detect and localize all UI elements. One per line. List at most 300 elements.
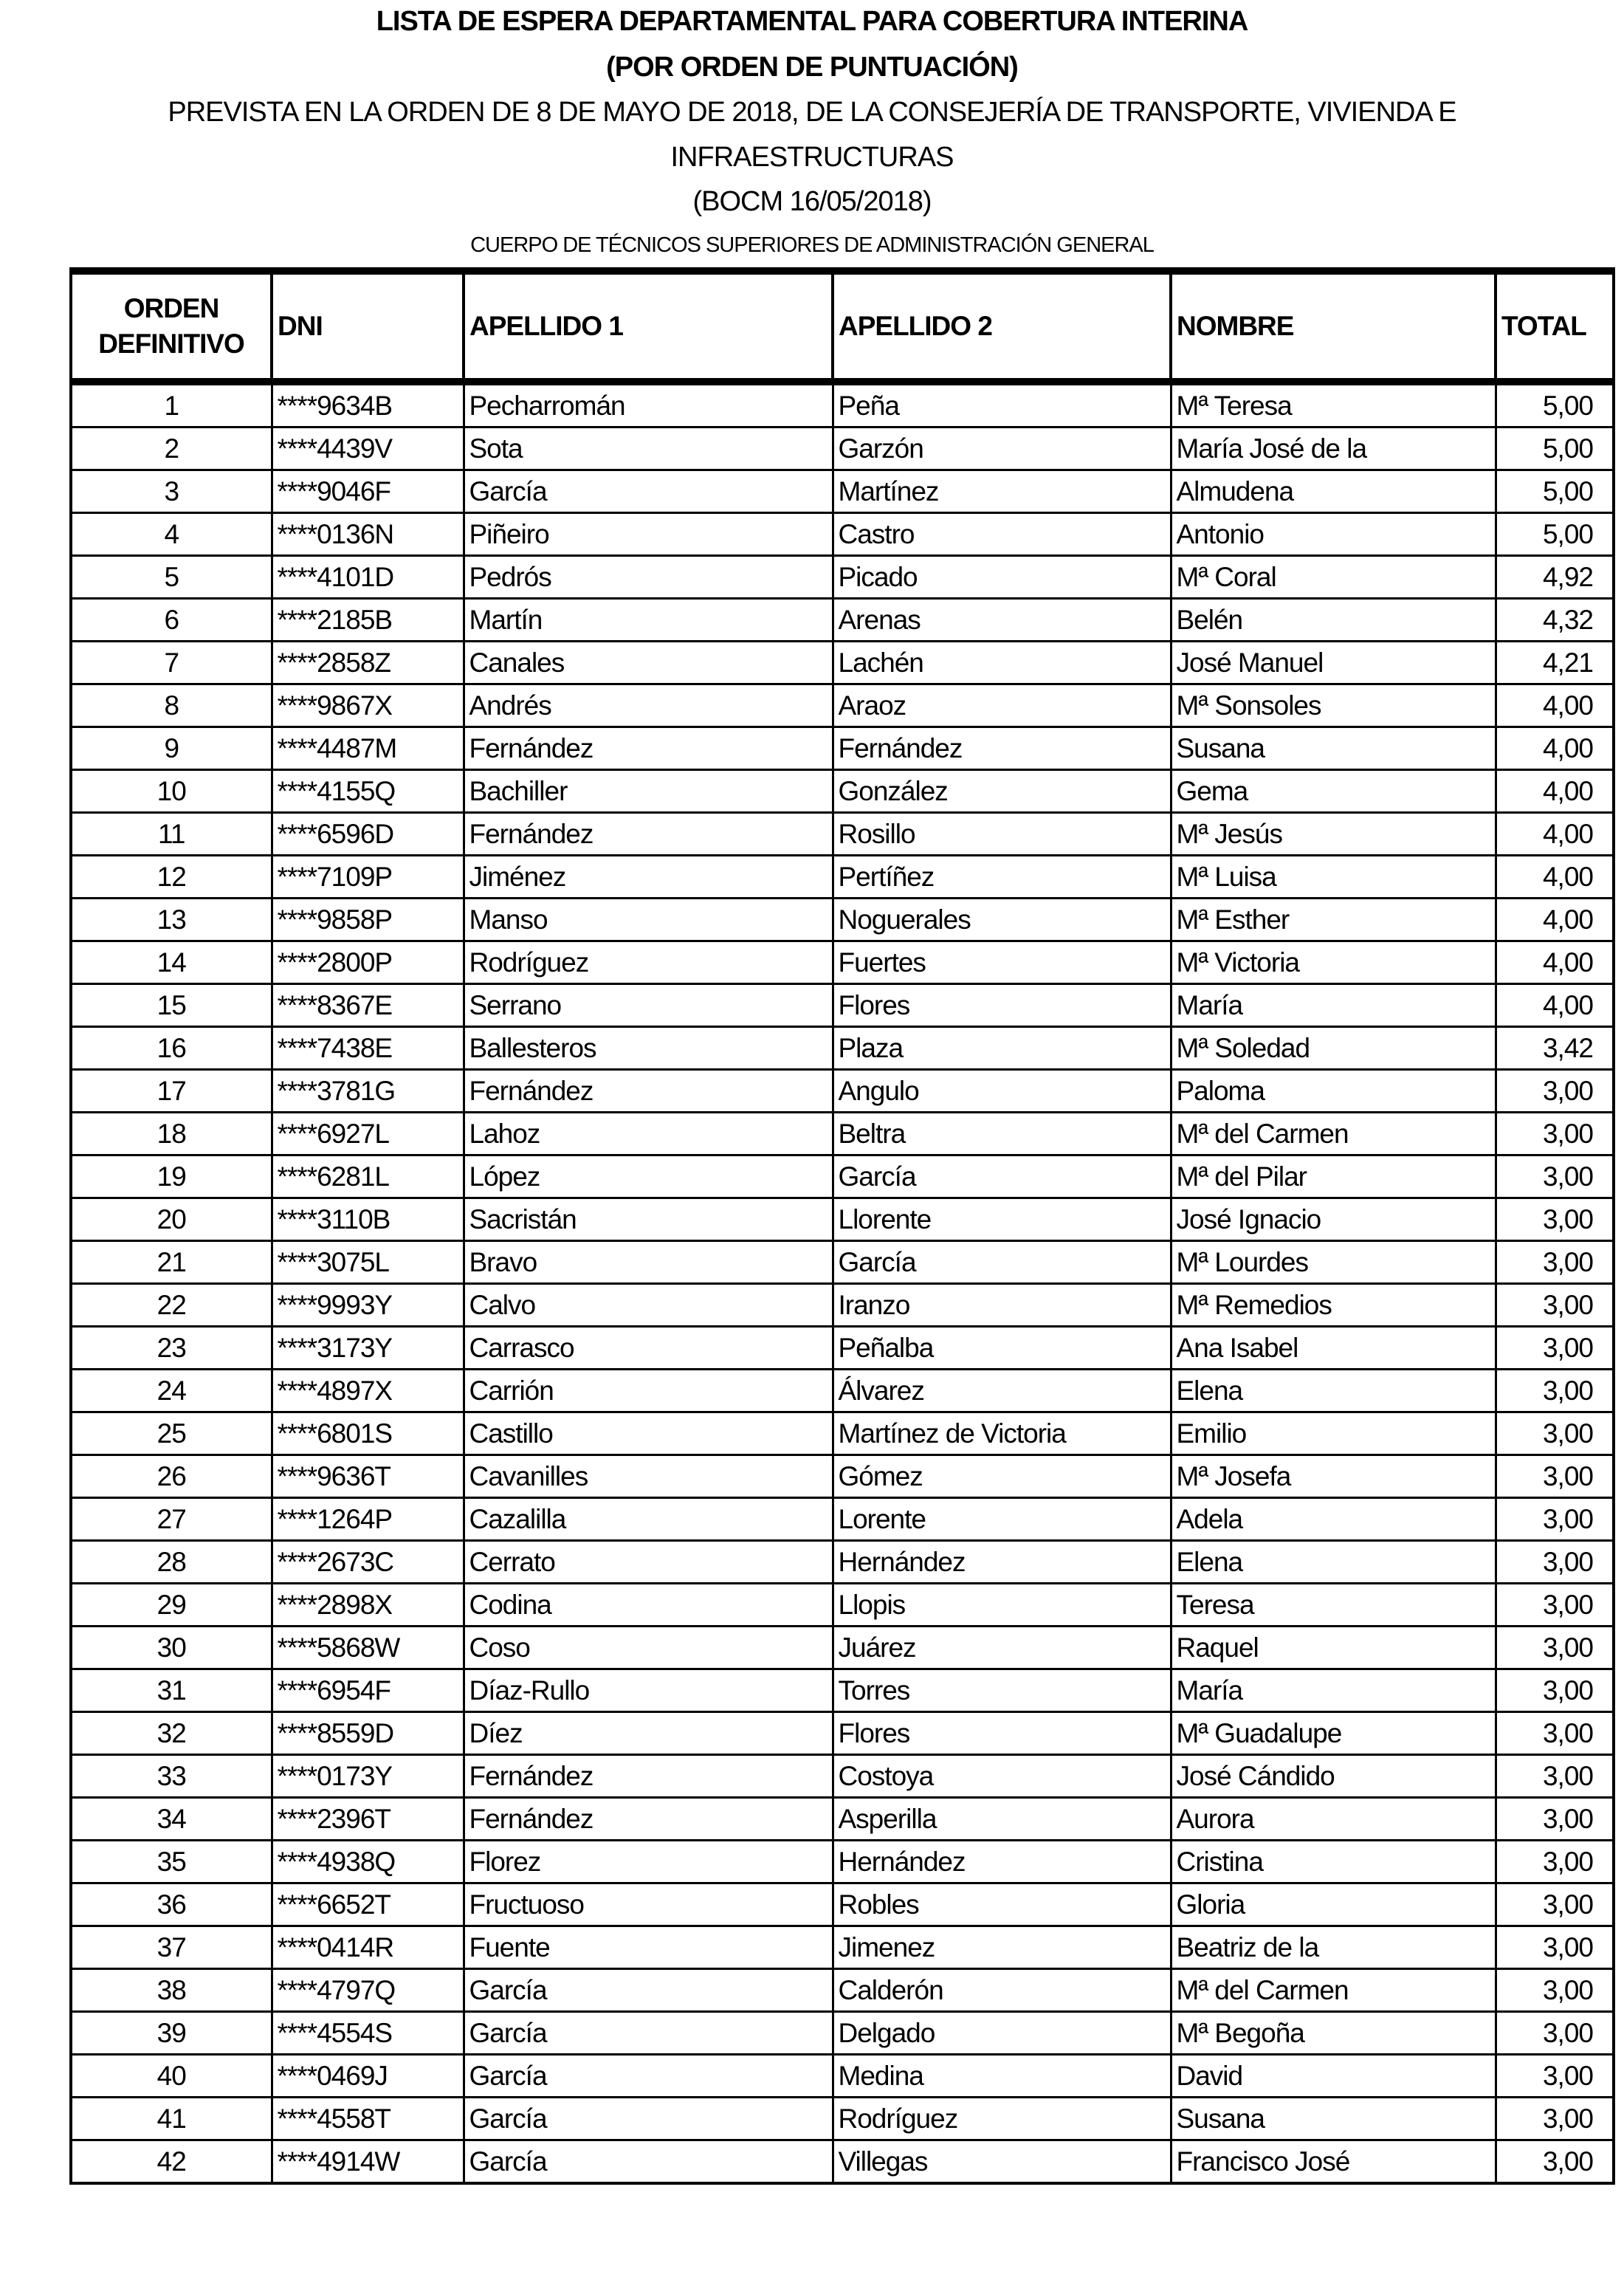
cell-orden: 17 [71, 1070, 272, 1113]
cell-nombre: Mª Coral [1171, 556, 1496, 599]
cell-orden: 39 [71, 2012, 272, 2055]
table-row [71, 1455, 1614, 1498]
cell-orden: 13 [71, 899, 272, 941]
document-subtitle: (POR ORDEN DE PUNTUACIÓN) [606, 52, 1018, 83]
cell-dni: ****2858Z [272, 642, 464, 684]
cell-dni: ****9046F [272, 470, 464, 513]
cell-total: 3,00 [1496, 2012, 1614, 2055]
table-row [71, 727, 1614, 770]
cell-total: 3,00 [1496, 1584, 1614, 1627]
cell-dni: ****3173Y [272, 1327, 464, 1370]
cell-total: 3,00 [1496, 1455, 1614, 1498]
cell-total: 3,00 [1496, 1327, 1614, 1370]
cell-orden: 37 [71, 1926, 272, 1969]
cell-apellido1: Bravo [464, 1241, 833, 1284]
cell-apellido1: Ballesteros [464, 1027, 833, 1070]
cell-nombre: Adela [1171, 1498, 1496, 1541]
cell-dni: ****4155Q [272, 770, 464, 813]
cell-orden: 5 [71, 556, 272, 599]
cell-dni: ****7109P [272, 856, 464, 899]
cell-orden: 7 [71, 642, 272, 684]
cell-apellido1: Cavanilles [464, 1455, 833, 1498]
cell-dni: ****9993Y [272, 1284, 464, 1327]
cell-total: 3,00 [1496, 1669, 1614, 1712]
cell-nombre: Susana [1171, 727, 1496, 770]
cell-total: 3,00 [1496, 1498, 1614, 1541]
cell-nombre: Mª Guadalupe [1171, 1712, 1496, 1755]
cell-dni: ****2185B [272, 599, 464, 642]
cell-dni: ****3781G [272, 1070, 464, 1113]
cell-apellido2: Fuertes [833, 941, 1171, 984]
table-row [71, 470, 1614, 513]
cell-apellido1: Sota [464, 427, 833, 470]
cell-orden: 25 [71, 1412, 272, 1455]
cell-apellido2: Picado [833, 556, 1171, 599]
cell-dni: ****4914W [272, 2140, 464, 2184]
cell-apellido2: Gómez [833, 1455, 1171, 1498]
table-row [71, 1113, 1614, 1155]
cell-apellido1: García [464, 1969, 833, 2012]
cell-apellido2: Llopis [833, 1584, 1171, 1627]
cell-dni: ****2673C [272, 1541, 464, 1584]
cell-apellido2: Delgado [833, 2012, 1171, 2055]
cell-nombre: Mª Jesús [1171, 813, 1496, 856]
cell-dni: ****0469J [272, 2055, 464, 2098]
cell-apellido2: Beltra [833, 1113, 1171, 1155]
table-row [71, 684, 1614, 727]
cell-nombre: Ana Isabel [1171, 1327, 1496, 1370]
cell-total: 3,00 [1496, 1926, 1614, 1969]
cell-apellido2: Pertíñez [833, 856, 1171, 899]
waiting-list-table [69, 267, 1615, 2185]
cell-nombre: Antonio [1171, 513, 1496, 556]
cell-nombre: José Ignacio [1171, 1198, 1496, 1241]
table-row [71, 2098, 1614, 2140]
cell-apellido1: García [464, 2012, 833, 2055]
cell-total: 3,00 [1496, 1113, 1614, 1155]
cell-total: 3,00 [1496, 1370, 1614, 1412]
cell-dni: ****4558T [272, 2098, 464, 2140]
cell-nombre: Gloria [1171, 1883, 1496, 1926]
cell-apellido1: Manso [464, 899, 833, 941]
cell-total: 3,00 [1496, 1798, 1614, 1841]
cell-total: 5,00 [1496, 470, 1614, 513]
table-row [71, 2012, 1614, 2055]
column-header-nombre: NOMBRE [1171, 271, 1496, 382]
table-row [71, 941, 1614, 984]
cell-total: 5,00 [1496, 427, 1614, 470]
cell-apellido2: Juárez [833, 1627, 1171, 1669]
cell-total: 5,00 [1496, 513, 1614, 556]
cell-dni: ****9858P [272, 899, 464, 941]
cell-nombre: Teresa [1171, 1584, 1496, 1627]
cell-apellido1: Pecharromán [464, 382, 833, 427]
cell-dni: ****8367E [272, 984, 464, 1027]
cell-total: 3,00 [1496, 1755, 1614, 1798]
cell-apellido2: Angulo [833, 1070, 1171, 1113]
cell-dni: ****6801S [272, 1412, 464, 1455]
cell-apellido2: González [833, 770, 1171, 813]
cell-dni: ****4797Q [272, 1969, 464, 2012]
cell-total: 3,00 [1496, 2140, 1614, 2184]
cell-apellido1: Canales [464, 642, 833, 684]
cell-apellido2: Costoya [833, 1755, 1171, 1798]
cell-apellido1: Serrano [464, 984, 833, 1027]
cell-orden: 8 [71, 684, 272, 727]
cell-total: 3,00 [1496, 1541, 1614, 1584]
column-header-orden-line1: ORDEN [123, 292, 219, 323]
cell-apellido1: Fernández [464, 813, 833, 856]
cell-orden: 1 [71, 382, 272, 427]
cell-dni: ****4554S [272, 2012, 464, 2055]
cell-apellido1: Martín [464, 599, 833, 642]
table-row [71, 1584, 1614, 1627]
cell-apellido1: Codina [464, 1584, 833, 1627]
cell-orden: 41 [71, 2098, 272, 2140]
cell-nombre: Francisco José [1171, 2140, 1496, 2184]
cell-orden: 34 [71, 1798, 272, 1841]
cell-orden: 28 [71, 1541, 272, 1584]
cell-apellido2: Jimenez [833, 1926, 1171, 1969]
table-row [71, 642, 1614, 684]
cell-apellido1: Calvo [464, 1284, 833, 1327]
cell-total: 5,00 [1496, 382, 1614, 427]
cell-orden: 27 [71, 1498, 272, 1541]
cell-dni: ****3075L [272, 1241, 464, 1284]
column-header-orden-line2: DEFINITIVO [98, 329, 244, 359]
cell-orden: 6 [71, 599, 272, 642]
cell-orden: 33 [71, 1755, 272, 1798]
cell-orden: 23 [71, 1327, 272, 1370]
cell-total: 3,00 [1496, 1284, 1614, 1327]
cell-dni: ****4439V [272, 427, 464, 470]
cell-total: 3,00 [1496, 2098, 1614, 2140]
cell-nombre: Mª del Pilar [1171, 1155, 1496, 1198]
cell-apellido1: García [464, 2140, 833, 2184]
cell-apellido2: Castro [833, 513, 1171, 556]
cell-orden: 10 [71, 770, 272, 813]
cell-apellido2: Llorente [833, 1198, 1171, 1241]
cell-apellido2: Flores [833, 1712, 1171, 1755]
cell-apellido2: Flores [833, 984, 1171, 1027]
cell-total: 3,00 [1496, 1198, 1614, 1241]
cell-dni: ****6954F [272, 1669, 464, 1712]
cell-nombre: Almudena [1171, 470, 1496, 513]
table-row [71, 899, 1614, 941]
cell-dni: ****4487M [272, 727, 464, 770]
cell-total: 3,00 [1496, 1412, 1614, 1455]
table-row [71, 1798, 1614, 1841]
cell-total: 3,00 [1496, 2055, 1614, 2098]
legal-reference-line: PREVISTA EN LA ORDEN DE 8 DE MAYO DE 2018, DE LA CONSEJERÍA DE TRANSPORTE, VIVIENDA E [168, 97, 1456, 128]
cell-nombre: Mª Lourdes [1171, 1241, 1496, 1284]
cell-total: 4,92 [1496, 556, 1614, 599]
cell-apellido1: López [464, 1155, 833, 1198]
corps-name: CUERPO DE TÉCNICOS SUPERIORES DE ADMINISTRACIÓN GENERAL [470, 233, 1154, 257]
cell-apellido1: Carrión [464, 1370, 833, 1412]
cell-nombre: Mª del Carmen [1171, 1969, 1496, 2012]
legal-reference-line-2: INFRAESTRUCTURAS [670, 142, 954, 173]
cell-total: 3,00 [1496, 1969, 1614, 2012]
cell-apellido1: Castillo [464, 1412, 833, 1455]
cell-total: 3,00 [1496, 1712, 1614, 1755]
cell-nombre: Aurora [1171, 1798, 1496, 1841]
cell-orden: 42 [71, 2140, 272, 2184]
cell-apellido1: Jiménez [464, 856, 833, 899]
cell-apellido1: Florez [464, 1841, 833, 1883]
cell-nombre: Belén [1171, 599, 1496, 642]
cell-apellido2: Fernández [833, 727, 1171, 770]
table-row [71, 1969, 1614, 2012]
cell-nombre: Paloma [1171, 1070, 1496, 1113]
cell-nombre: Mª Josefa [1171, 1455, 1496, 1498]
cell-nombre: Mª Luisa [1171, 856, 1496, 899]
cell-apellido1: García [464, 470, 833, 513]
cell-apellido1: Piñeiro [464, 513, 833, 556]
table-row [71, 599, 1614, 642]
cell-orden: 29 [71, 1584, 272, 1627]
table-row [71, 556, 1614, 599]
cell-orden: 38 [71, 1969, 272, 2012]
cell-nombre: Elena [1171, 1541, 1496, 1584]
table-row [71, 1627, 1614, 1669]
cell-nombre: Mª Esther [1171, 899, 1496, 941]
cell-apellido1: Pedrós [464, 556, 833, 599]
table-row [71, 1669, 1614, 1712]
cell-total: 4,00 [1496, 813, 1614, 856]
cell-apellido2: Noguerales [833, 899, 1171, 941]
cell-orden: 22 [71, 1284, 272, 1327]
table-row [71, 1370, 1614, 1412]
cell-dni: ****3110B [272, 1198, 464, 1241]
cell-apellido1: García [464, 2055, 833, 2098]
cell-nombre: José Manuel [1171, 642, 1496, 684]
cell-apellido1: Fernández [464, 1070, 833, 1113]
table-row [71, 1198, 1614, 1241]
cell-orden: 11 [71, 813, 272, 856]
cell-dni: ****2800P [272, 941, 464, 984]
cell-apellido2: Araoz [833, 684, 1171, 727]
table-row [71, 1241, 1614, 1284]
cell-dni: ****7438E [272, 1027, 464, 1070]
cell-apellido2: Peñalba [833, 1327, 1171, 1370]
cell-apellido1: Sacristán [464, 1198, 833, 1241]
cell-orden: 15 [71, 984, 272, 1027]
cell-nombre: David [1171, 2055, 1496, 2098]
cell-orden: 3 [71, 470, 272, 513]
column-header-orden [71, 271, 272, 382]
cell-apellido2: Hernández [833, 1841, 1171, 1883]
cell-dni: ****4101D [272, 556, 464, 599]
column-header-apellido2: APELLIDO 2 [833, 271, 1171, 382]
cell-dni: ****2898X [272, 1584, 464, 1627]
table-row [71, 427, 1614, 470]
cell-orden: 14 [71, 941, 272, 984]
cell-apellido1: Fernández [464, 1755, 833, 1798]
cell-apellido2: Rodríguez [833, 2098, 1171, 2140]
cell-apellido1: Fuente [464, 1926, 833, 1969]
cell-orden: 35 [71, 1841, 272, 1883]
cell-orden: 18 [71, 1113, 272, 1155]
cell-total: 3,00 [1496, 1070, 1614, 1113]
cell-nombre: Emilio [1171, 1412, 1496, 1455]
cell-apellido2: García [833, 1155, 1171, 1198]
table-row [71, 1883, 1614, 1926]
cell-total: 3,42 [1496, 1027, 1614, 1070]
cell-nombre: Mª Begoña [1171, 2012, 1496, 2055]
cell-apellido2: Hernández [833, 1541, 1171, 1584]
cell-dni: ****6927L [272, 1113, 464, 1155]
cell-total: 4,00 [1496, 727, 1614, 770]
cell-dni: ****6596D [272, 813, 464, 856]
bulletin-reference: (BOCM 16/05/2018) [692, 186, 932, 217]
cell-dni: ****6281L [272, 1155, 464, 1198]
cell-apellido1: García [464, 2098, 833, 2140]
cell-dni: ****4938Q [272, 1841, 464, 1883]
cell-apellido2: Torres [833, 1669, 1171, 1712]
cell-apellido1: Fernández [464, 1798, 833, 1841]
cell-total: 4,00 [1496, 684, 1614, 727]
cell-apellido2: Rosillo [833, 813, 1171, 856]
cell-nombre: Mª Sonsoles [1171, 684, 1496, 727]
cell-apellido2: Lorente [833, 1498, 1171, 1541]
table-row [71, 1926, 1614, 1969]
cell-total: 4,00 [1496, 984, 1614, 1027]
cell-apellido1: Andrés [464, 684, 833, 727]
column-header-total: TOTAL [1496, 271, 1614, 382]
cell-apellido2: Arenas [833, 599, 1171, 642]
table-row [71, 770, 1614, 813]
cell-dni: ****2396T [272, 1798, 464, 1841]
cell-total: 3,00 [1496, 1155, 1614, 1198]
cell-nombre: Mª Remedios [1171, 1284, 1496, 1327]
cell-nombre: Mª Soledad [1171, 1027, 1496, 1070]
cell-dni: ****9634B [272, 382, 464, 427]
table-row [71, 1841, 1614, 1883]
table-row [71, 2140, 1614, 2184]
cell-nombre: Cristina [1171, 1841, 1496, 1883]
table-row [71, 1027, 1614, 1070]
table-row [71, 382, 1614, 427]
cell-total: 4,00 [1496, 899, 1614, 941]
cell-nombre: Gema [1171, 770, 1496, 813]
cell-total: 3,00 [1496, 1241, 1614, 1284]
cell-dni: ****0173Y [272, 1755, 464, 1798]
cell-dni: ****9867X [272, 684, 464, 727]
cell-apellido1: Rodríguez [464, 941, 833, 984]
cell-nombre: María [1171, 984, 1496, 1027]
cell-apellido2: Plaza [833, 1027, 1171, 1070]
cell-total: 4,00 [1496, 770, 1614, 813]
cell-orden: 9 [71, 727, 272, 770]
cell-total: 4,32 [1496, 599, 1614, 642]
cell-orden: 26 [71, 1455, 272, 1498]
cell-apellido2: Calderón [833, 1969, 1171, 2012]
cell-apellido2: Álvarez [833, 1370, 1171, 1412]
cell-apellido2: Martínez [833, 470, 1171, 513]
cell-orden: 36 [71, 1883, 272, 1926]
table-row [71, 1498, 1614, 1541]
cell-orden: 2 [71, 427, 272, 470]
cell-dni: ****4897X [272, 1370, 464, 1412]
table-row [71, 856, 1614, 899]
cell-apellido2: García [833, 1241, 1171, 1284]
table-row [71, 1755, 1614, 1798]
cell-dni: ****1264P [272, 1498, 464, 1541]
cell-apellido2: Iranzo [833, 1284, 1171, 1327]
cell-orden: 19 [71, 1155, 272, 1198]
cell-nombre: Mª del Carmen [1171, 1113, 1496, 1155]
cell-nombre: Mª Teresa [1171, 382, 1496, 427]
cell-apellido2: Robles [833, 1883, 1171, 1926]
document-title: LISTA DE ESPERA DEPARTAMENTAL PARA COBERTURA INTERINA [376, 6, 1248, 37]
cell-nombre: María José de la [1171, 427, 1496, 470]
table-row [71, 513, 1614, 556]
cell-nombre: Beatriz de la [1171, 1926, 1496, 1969]
table-header-row [71, 271, 1614, 382]
cell-total: 4,00 [1496, 941, 1614, 984]
cell-orden: 31 [71, 1669, 272, 1712]
table-row [71, 1284, 1614, 1327]
cell-apellido1: Cerrato [464, 1541, 833, 1584]
cell-apellido2: Villegas [833, 2140, 1171, 2184]
cell-apellido2: Martínez de Victoria [833, 1412, 1171, 1455]
table-row [71, 1327, 1614, 1370]
cell-orden: 20 [71, 1198, 272, 1241]
cell-dni: ****8559D [272, 1712, 464, 1755]
cell-apellido2: Peña [833, 382, 1171, 427]
cell-apellido1: Coso [464, 1627, 833, 1669]
cell-orden: 40 [71, 2055, 272, 2098]
column-header-apellido1: APELLIDO 1 [464, 271, 833, 382]
cell-nombre: Mª Victoria [1171, 941, 1496, 984]
cell-dni: ****0414R [272, 1926, 464, 1969]
table-row [71, 1541, 1614, 1584]
table-row [71, 1070, 1614, 1113]
cell-nombre: José Cándido [1171, 1755, 1496, 1798]
cell-orden: 24 [71, 1370, 272, 1412]
cell-apellido1: Fructuoso [464, 1883, 833, 1926]
cell-orden: 32 [71, 1712, 272, 1755]
table-row [71, 813, 1614, 856]
table-row [71, 984, 1614, 1027]
cell-apellido1: Lahoz [464, 1113, 833, 1155]
cell-apellido1: Carrasco [464, 1327, 833, 1370]
table-row [71, 2055, 1614, 2098]
cell-apellido2: Medina [833, 2055, 1171, 2098]
cell-orden: 12 [71, 856, 272, 899]
cell-total: 4,00 [1496, 856, 1614, 899]
cell-apellido1: Cazalilla [464, 1498, 833, 1541]
cell-nombre: Raquel [1171, 1627, 1496, 1669]
cell-orden: 16 [71, 1027, 272, 1070]
cell-apellido2: Asperilla [833, 1798, 1171, 1841]
cell-total: 3,00 [1496, 1627, 1614, 1669]
cell-dni: ****5868W [272, 1627, 464, 1669]
cell-dni: ****0136N [272, 513, 464, 556]
cell-total: 3,00 [1496, 1841, 1614, 1883]
cell-dni: ****6652T [272, 1883, 464, 1926]
cell-orden: 4 [71, 513, 272, 556]
cell-nombre: Elena [1171, 1370, 1496, 1412]
cell-total: 3,00 [1496, 1883, 1614, 1926]
cell-total: 4,21 [1496, 642, 1614, 684]
table-body [71, 382, 1614, 2183]
cell-apellido1: Fernández [464, 727, 833, 770]
cell-apellido1: Díaz-Rullo [464, 1669, 833, 1712]
cell-dni: ****9636T [272, 1455, 464, 1498]
cell-nombre: Susana [1171, 2098, 1496, 2140]
